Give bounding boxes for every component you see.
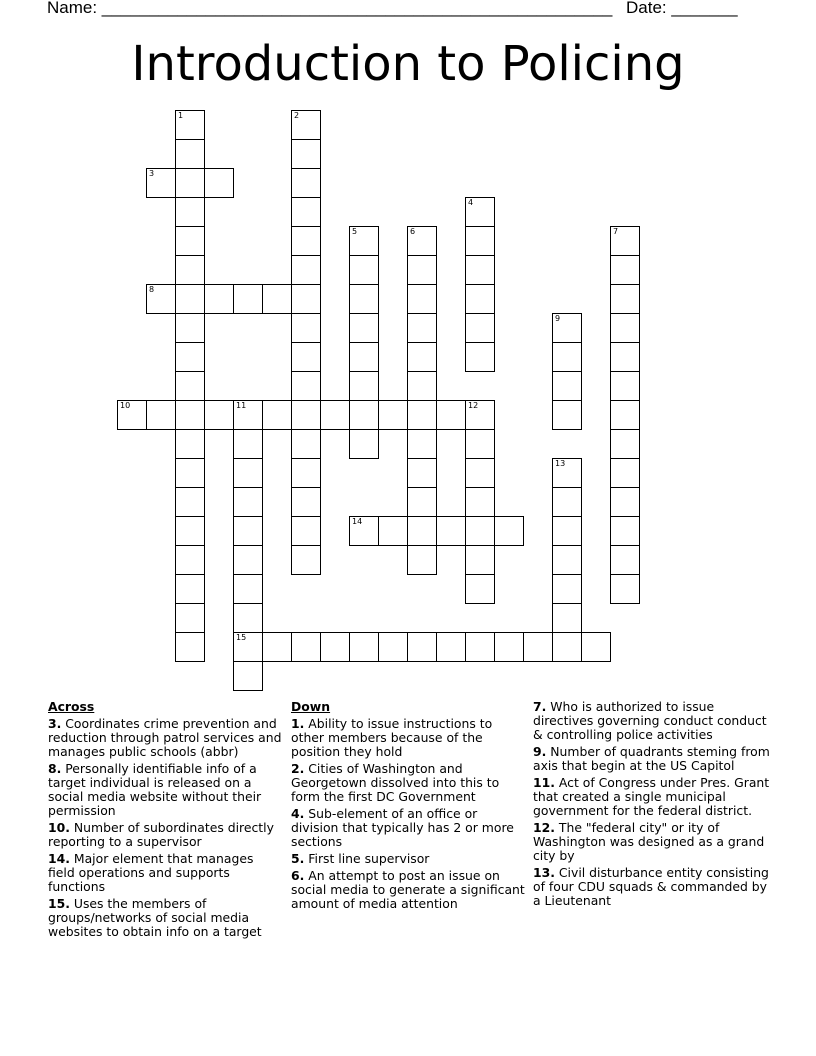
crossword-cell[interactable] xyxy=(407,632,437,662)
clue-number-label: 3. xyxy=(48,716,62,731)
crossword-cell[interactable] xyxy=(175,516,205,546)
crossword-cell[interactable] xyxy=(233,545,263,575)
across-clue-list xyxy=(48,717,282,939)
clue-item xyxy=(48,821,282,849)
crossword-cell[interactable] xyxy=(291,342,321,372)
crossword-cell[interactable] xyxy=(233,400,263,430)
clue-item xyxy=(48,897,282,939)
crossword-cell[interactable] xyxy=(349,371,379,401)
crossword-cell[interactable] xyxy=(465,342,495,372)
crossword-cell[interactable] xyxy=(175,110,205,140)
crossword-cell[interactable] xyxy=(465,574,495,604)
page-title: Introduction to Policing xyxy=(131,36,685,92)
crossword-cell[interactable] xyxy=(465,458,495,488)
clue-text: Sub-element of an office or division that typically has 2 or more sections xyxy=(291,806,514,849)
crossword-cell[interactable] xyxy=(610,458,640,488)
clue-item xyxy=(533,821,771,863)
crossword-cell[interactable] xyxy=(291,139,321,169)
clue-text: Number of quadrants steming from axis that begin at the US Capitol xyxy=(533,744,770,773)
clue-number-label: 11. xyxy=(533,775,555,790)
crossword-cell[interactable] xyxy=(581,632,611,662)
crossword-cell[interactable] xyxy=(407,516,437,546)
crossword-cell[interactable] xyxy=(465,284,495,314)
crossword-cell[interactable] xyxy=(610,342,640,372)
crossword-cell[interactable] xyxy=(407,255,437,285)
crossword-cell[interactable] xyxy=(610,255,640,285)
crossword-cell[interactable] xyxy=(523,632,553,662)
clue-text: Coordinates crime prevention and reduction through patrol services and manages public schools (abbr) xyxy=(48,716,282,759)
crossword-cell[interactable] xyxy=(610,429,640,459)
crossword-cell[interactable] xyxy=(204,284,234,314)
clue-number-label: 2. xyxy=(291,761,305,776)
clue-number: 1 xyxy=(178,111,184,120)
crossword-cell[interactable] xyxy=(291,545,321,575)
clue-number: 11 xyxy=(236,401,247,410)
crossword-cell[interactable] xyxy=(291,313,321,343)
crossword-cell[interactable] xyxy=(494,632,524,662)
crossword-cell[interactable] xyxy=(146,168,176,198)
crossword-cell[interactable] xyxy=(291,400,321,430)
crossword-cell[interactable] xyxy=(175,139,205,169)
crossword-cell[interactable] xyxy=(233,284,263,314)
crossword-cell[interactable] xyxy=(552,400,582,430)
crossword-cell[interactable] xyxy=(291,197,321,227)
crossword-cell[interactable] xyxy=(175,603,205,633)
crossword-cell[interactable] xyxy=(552,632,582,662)
clue-item xyxy=(48,762,282,818)
crossword-cell[interactable] xyxy=(407,545,437,575)
crossword-cell[interactable] xyxy=(465,197,495,227)
clue-item xyxy=(291,762,525,804)
crossword-cell[interactable] xyxy=(175,284,205,314)
crossword-cell[interactable] xyxy=(349,342,379,372)
crossword-cell[interactable] xyxy=(552,545,582,575)
clue-number: 8 xyxy=(149,285,155,294)
crossword-cell[interactable] xyxy=(436,400,466,430)
crossword-cell[interactable] xyxy=(175,371,205,401)
clue-number-label: 12. xyxy=(533,820,555,835)
clue-item xyxy=(533,866,771,908)
down-clue-list-continued xyxy=(533,700,771,908)
clue-text: Ability to issue instructions to other members because of the position they hold xyxy=(291,716,493,759)
crossword-cell[interactable] xyxy=(407,400,437,430)
crossword-cell[interactable] xyxy=(233,516,263,546)
crossword-cell[interactable] xyxy=(262,400,292,430)
crossword-cell[interactable] xyxy=(175,545,205,575)
crossword-cell[interactable] xyxy=(291,226,321,256)
clue-text: Civil disturbance entity consisting of four CDU squads & commanded by a Lieutenant xyxy=(533,865,769,908)
crossword-cell[interactable] xyxy=(465,400,495,430)
crossword-cell[interactable] xyxy=(407,371,437,401)
crossword-cell[interactable] xyxy=(291,371,321,401)
crossword-cell[interactable] xyxy=(407,284,437,314)
crossword-cell[interactable] xyxy=(378,632,408,662)
clue-text: Major element that manages field operations and supports functions xyxy=(48,851,254,894)
crossword-cell[interactable] xyxy=(320,400,350,430)
clue-number: 2 xyxy=(294,111,300,120)
crossword-cell[interactable] xyxy=(233,603,263,633)
clue-item xyxy=(48,852,282,894)
clues-down-continued-column xyxy=(533,700,771,911)
crossword-cell[interactable] xyxy=(175,197,205,227)
crossword-cell[interactable] xyxy=(349,516,379,546)
crossword-cell[interactable] xyxy=(175,574,205,604)
crossword-cell[interactable] xyxy=(552,371,582,401)
clue-number: 6 xyxy=(410,227,416,236)
crossword-cell[interactable] xyxy=(175,429,205,459)
crossword-cell[interactable] xyxy=(465,255,495,285)
clue-number: 3 xyxy=(149,169,155,178)
crossword-cell[interactable] xyxy=(407,226,437,256)
crossword-cell[interactable] xyxy=(407,313,437,343)
crossword-cell[interactable] xyxy=(175,226,205,256)
crossword-cell[interactable] xyxy=(175,487,205,517)
clue-number: 4 xyxy=(468,198,474,207)
clue-item xyxy=(533,745,771,773)
crossword-cell[interactable] xyxy=(175,313,205,343)
clue-number-label: 7. xyxy=(533,699,547,714)
clue-number: 14 xyxy=(352,517,363,526)
crossword-cell[interactable] xyxy=(610,371,640,401)
crossword-cell[interactable] xyxy=(610,226,640,256)
crossword-cell[interactable] xyxy=(465,313,495,343)
clue-number: 12 xyxy=(468,401,479,410)
clue-number-label: 9. xyxy=(533,744,547,759)
crossword-cell[interactable] xyxy=(610,516,640,546)
crossword-cell[interactable] xyxy=(262,284,292,314)
crossword-cell[interactable] xyxy=(349,313,379,343)
crossword-cell[interactable] xyxy=(465,632,495,662)
clue-text: Who is authorized to issue directives governing conduct conduct & controlling police activities xyxy=(533,699,767,742)
crossword-cell[interactable] xyxy=(291,516,321,546)
clue-number: 5 xyxy=(352,227,358,236)
clue-item xyxy=(533,776,771,818)
crossword-cell[interactable] xyxy=(610,284,640,314)
clue-number-label: 4. xyxy=(291,806,305,821)
crossword-cell[interactable] xyxy=(552,342,582,372)
crossword-cell[interactable] xyxy=(233,429,263,459)
clue-text: Act of Congress under Pres. Grant that created a single municipal government for the federal district. xyxy=(533,775,770,818)
crossword-cell[interactable] xyxy=(436,632,466,662)
clue-text: First line supervisor xyxy=(304,851,430,866)
crossword-cell[interactable] xyxy=(349,429,379,459)
crossword-cell[interactable] xyxy=(233,632,263,662)
crossword-cell[interactable] xyxy=(494,516,524,546)
crossword-cell[interactable] xyxy=(465,545,495,575)
crossword-cell[interactable] xyxy=(233,458,263,488)
crossword-cell[interactable] xyxy=(349,400,379,430)
crossword-cell[interactable] xyxy=(465,487,495,517)
crossword-cell[interactable] xyxy=(233,574,263,604)
crossword-cell[interactable] xyxy=(552,603,582,633)
crossword-cell[interactable] xyxy=(175,342,205,372)
crossword-cell[interactable] xyxy=(552,313,582,343)
crossword-cell[interactable] xyxy=(291,632,321,662)
across-heading: Across xyxy=(48,699,95,714)
clue-text: An attempt to post an issue on social media to generate a significant amount of media attention xyxy=(291,868,525,911)
crossword-cell[interactable] xyxy=(291,284,321,314)
crossword-cell[interactable] xyxy=(610,545,640,575)
clue-number: 15 xyxy=(236,633,247,642)
crossword-cell[interactable] xyxy=(465,516,495,546)
down-heading: Down xyxy=(291,699,331,714)
clue-number-label: 15. xyxy=(48,896,70,911)
clue-number-label: 10. xyxy=(48,820,70,835)
crossword-cell[interactable] xyxy=(349,284,379,314)
down-clue-list xyxy=(291,717,525,911)
crossword-cell[interactable] xyxy=(407,458,437,488)
crossword-cell[interactable] xyxy=(610,487,640,517)
clues-across-column xyxy=(48,700,282,942)
clue-item xyxy=(533,700,771,742)
crossword-cell[interactable] xyxy=(146,284,176,314)
clue-number: 13 xyxy=(555,459,566,468)
crossword-cell[interactable] xyxy=(291,429,321,459)
crossword-cell[interactable] xyxy=(552,458,582,488)
crossword-cell[interactable] xyxy=(552,487,582,517)
clue-text: Uses the members of groups/networks of social media websites to obtain info on a target xyxy=(48,896,262,939)
clue-item xyxy=(291,852,525,866)
name-field-label: Name: ______________________________________________________ xyxy=(47,0,613,17)
clue-text: Cities of Washington and Georgetown dissolved into this to form the first DC Government xyxy=(291,761,500,804)
crossword-cell[interactable] xyxy=(204,168,234,198)
clue-number-label: 5. xyxy=(291,851,305,866)
crossword-cell[interactable] xyxy=(349,255,379,285)
clue-text: Personally identifiable info of a target individual is released on a social media website without their permission xyxy=(48,761,262,818)
clues-down-column xyxy=(291,700,525,914)
crossword-cell[interactable] xyxy=(610,400,640,430)
crossword-cell[interactable] xyxy=(291,168,321,198)
crossword-cell[interactable] xyxy=(117,400,147,430)
clue-number-label: 13. xyxy=(533,865,555,880)
crossword-cell[interactable] xyxy=(552,516,582,546)
crossword-cell[interactable] xyxy=(320,632,350,662)
clue-number-label: 6. xyxy=(291,868,305,883)
crossword-cell[interactable] xyxy=(291,110,321,140)
clue-number: 7 xyxy=(613,227,619,236)
crossword-cell[interactable] xyxy=(175,632,205,662)
clue-item xyxy=(291,869,525,911)
crossword-cell[interactable] xyxy=(175,168,205,198)
crossword-cell[interactable] xyxy=(175,400,205,430)
crossword-cell[interactable] xyxy=(349,226,379,256)
crossword-cell[interactable] xyxy=(465,429,495,459)
crossword-cell[interactable] xyxy=(378,516,408,546)
clue-text: Number of subordinates directly reporting to a supervisor xyxy=(48,820,274,849)
clue-item xyxy=(291,717,525,759)
crossword-cell[interactable] xyxy=(610,574,640,604)
crossword-cell[interactable] xyxy=(175,255,205,285)
clue-text: The "federal city" or ity of Washington was designed as a grand city by xyxy=(533,820,765,863)
clue-number: 10 xyxy=(120,401,131,410)
clue-item xyxy=(291,807,525,849)
clue-number-label: 8. xyxy=(48,761,62,776)
crossword-cell[interactable] xyxy=(291,487,321,517)
crossword-cell[interactable] xyxy=(407,429,437,459)
crossword-cell[interactable] xyxy=(291,458,321,488)
crossword-cell[interactable] xyxy=(175,458,205,488)
crossword-cell[interactable] xyxy=(233,487,263,517)
crossword-cell[interactable] xyxy=(291,255,321,285)
crossword-cell[interactable] xyxy=(349,632,379,662)
clue-number-label: 14. xyxy=(48,851,70,866)
crossword-cell[interactable] xyxy=(378,400,408,430)
crossword-cell[interactable] xyxy=(610,313,640,343)
crossword-cell[interactable] xyxy=(407,342,437,372)
crossword-cell[interactable] xyxy=(204,400,234,430)
clue-number: 9 xyxy=(555,314,561,323)
crossword-cell[interactable] xyxy=(436,516,466,546)
crossword-cell[interactable] xyxy=(262,632,292,662)
crossword-cell[interactable] xyxy=(233,661,263,691)
clue-item xyxy=(48,717,282,759)
date-field-label: Date: _______ xyxy=(626,0,738,17)
crossword-cell[interactable] xyxy=(146,400,176,430)
crossword-cell[interactable] xyxy=(552,574,582,604)
crossword-cell[interactable] xyxy=(465,226,495,256)
crossword-cell[interactable] xyxy=(407,487,437,517)
clue-number-label: 1. xyxy=(291,716,305,731)
